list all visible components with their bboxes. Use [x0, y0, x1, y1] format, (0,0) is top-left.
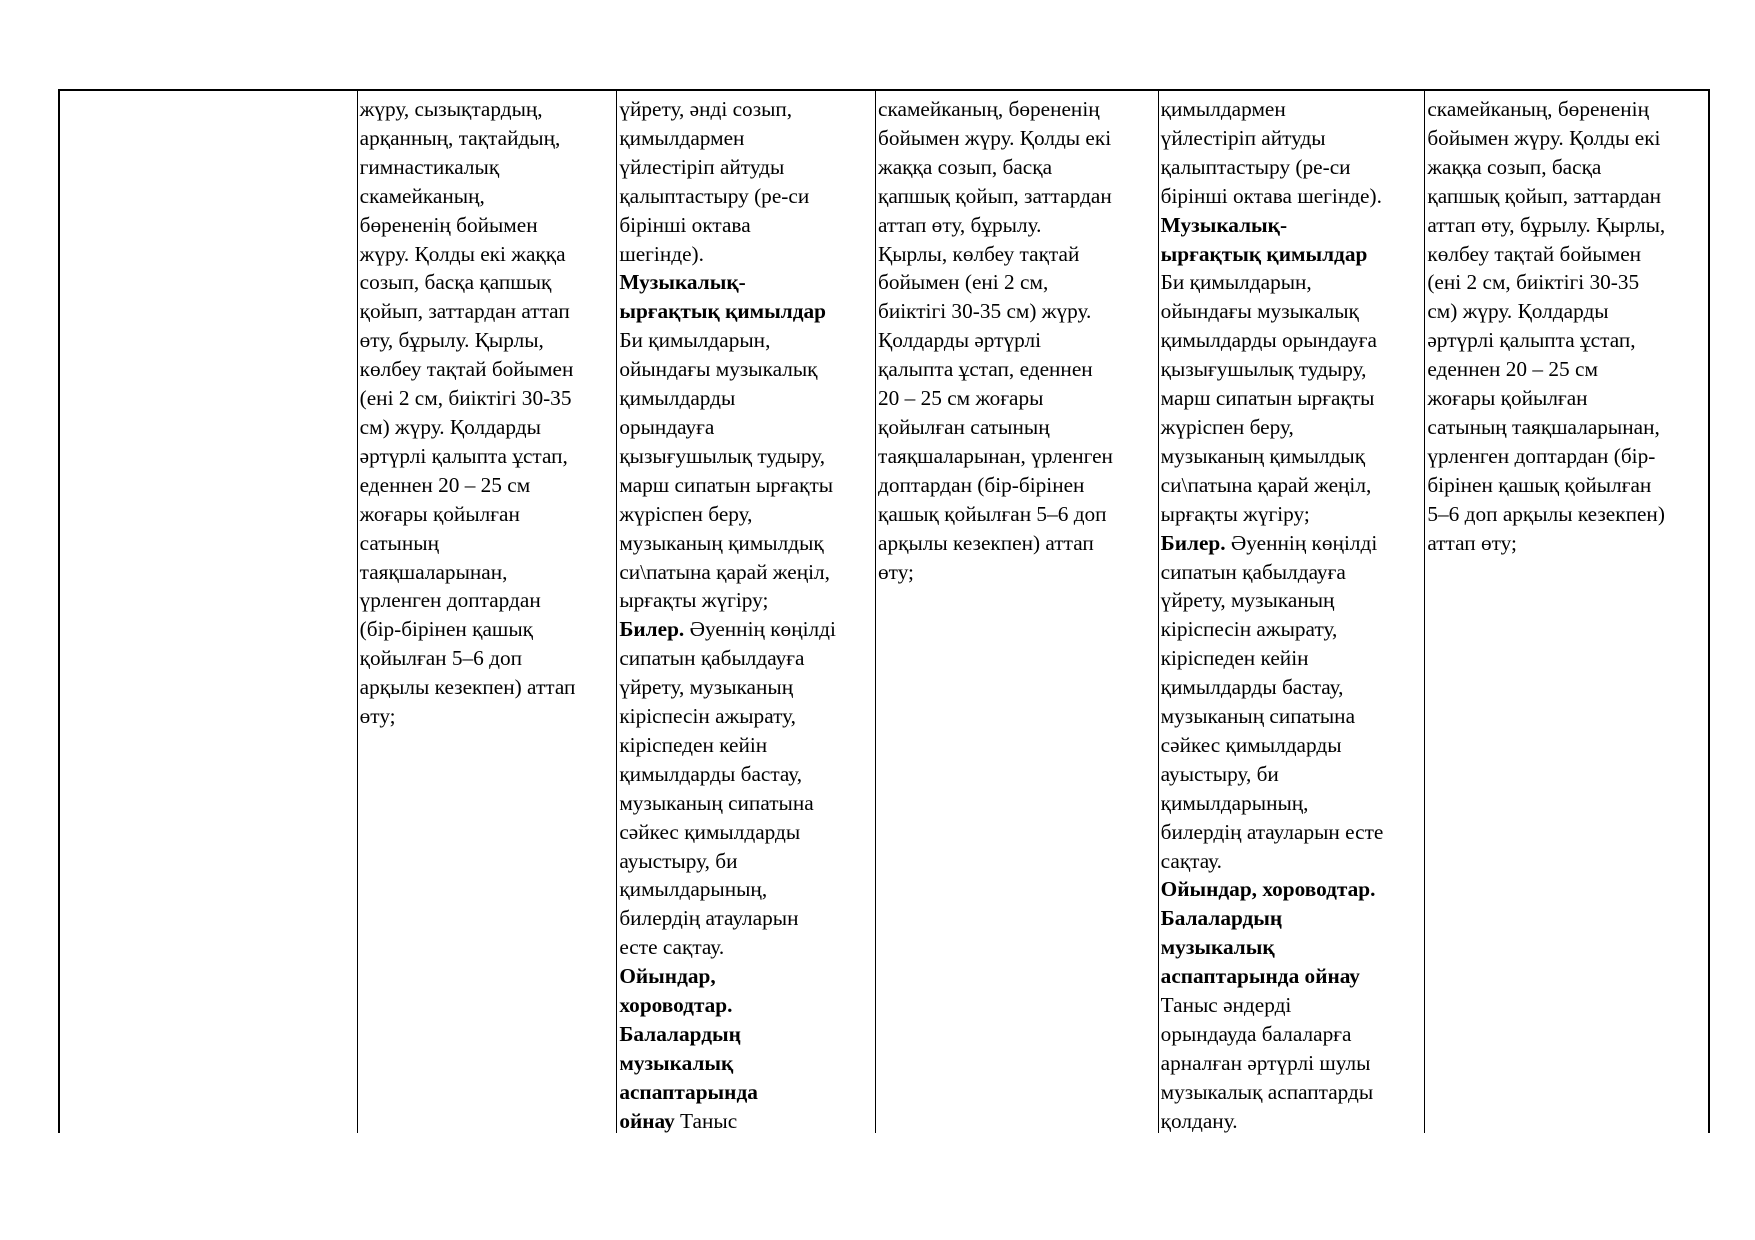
- text-segment: қимылдармен: [619, 125, 745, 150]
- text-line: [1161, 586, 1425, 615]
- text-segment: Таныс: [674, 1108, 738, 1133]
- text-segment: музыкалық аспаптарды: [1160, 1079, 1374, 1104]
- text-line: [878, 153, 1158, 182]
- text-line: [1161, 124, 1425, 153]
- text-segment: биіктігі 30-35 см) жүру.: [878, 299, 1092, 324]
- text-segment: жаққа созып, басқа: [878, 154, 1053, 179]
- text-line: [1161, 644, 1425, 673]
- text-segment: билердің атауларын: [619, 906, 799, 931]
- text-line: [1427, 182, 1708, 211]
- text-line: [878, 471, 1158, 500]
- text-segment: қимылдарды бастау,: [619, 761, 803, 786]
- text-line: [619, 702, 875, 731]
- text-segment: таяқшаларынан,: [359, 559, 508, 584]
- bold-text-segment: хороводтар.: [619, 993, 733, 1018]
- text-segment: бірінші октава: [619, 212, 751, 237]
- text-line: [619, 615, 875, 644]
- text-line: [1161, 1049, 1425, 1078]
- text-line: [1427, 124, 1708, 153]
- text-line: [619, 240, 875, 269]
- text-segment: бөрененің бойымен: [359, 212, 538, 237]
- text-segment: жүріспен беру,: [1160, 414, 1294, 439]
- text-segment: бойымен жүру. Қолды екі: [1427, 125, 1661, 150]
- text-segment: бірінші октава шегінде).: [1160, 183, 1382, 208]
- text-line: [878, 384, 1158, 413]
- text-segment: әртүрлі қалыпта ұстап,: [1427, 328, 1636, 353]
- text-segment: марш сипатын ырғақты: [1160, 386, 1375, 411]
- text-line: [360, 326, 617, 355]
- text-segment: қимылдармен: [1160, 97, 1286, 121]
- table-cell-column-1: [60, 91, 358, 1133]
- text-line: [619, 818, 875, 847]
- text-line: [1161, 413, 1425, 442]
- text-segment: ойындағы музыкалық: [619, 357, 818, 382]
- text-line: [1427, 268, 1708, 297]
- text-segment: арналған әртүрлі шулы: [1160, 1050, 1371, 1075]
- text-line: [1161, 384, 1425, 413]
- table-cell-column-5: [1159, 91, 1426, 1133]
- text-segment: Әуеннің көңілді: [1225, 530, 1378, 555]
- text-segment: см) жүру. Қолдарды: [1427, 299, 1609, 324]
- text-line: [1427, 500, 1708, 529]
- text-line: [619, 991, 875, 1020]
- text-segment: музыканың қимылдық: [1160, 443, 1366, 468]
- text-segment: қимылдарды орындауға: [1160, 328, 1377, 353]
- text-line: [619, 268, 875, 297]
- bold-text-segment: ырғақтық қимылдар: [619, 299, 826, 324]
- text-segment: қапшық қойып, заттардан: [878, 183, 1112, 208]
- text-segment: өту;: [878, 559, 914, 584]
- text-segment: см) жүру. Қолдарды: [359, 414, 541, 439]
- text-line: [619, 789, 875, 818]
- text-segment: қалыптастыру (ре-си: [619, 183, 810, 208]
- text-line: [1427, 326, 1708, 355]
- text-line: [878, 95, 1158, 124]
- text-line: [619, 558, 875, 587]
- text-segment: қызығушылық тудыру,: [619, 443, 826, 468]
- text-line: [619, 1107, 875, 1133]
- text-line: [1427, 95, 1708, 124]
- text-segment: Қырлы, көлбеу тақтай: [878, 241, 1080, 266]
- text-segment: си\патына қарай жеңіл,: [1160, 472, 1372, 497]
- text-line: [1427, 384, 1708, 413]
- text-line: [619, 500, 875, 529]
- text-segment: Би қимылдарын,: [1160, 270, 1312, 295]
- text-line: [619, 211, 875, 240]
- text-line: [619, 1078, 875, 1107]
- text-line: [360, 702, 617, 731]
- text-segment: (ені 2 см, биіктігі 30-35: [359, 386, 572, 411]
- text-line: [1427, 153, 1708, 182]
- text-line: [360, 211, 617, 240]
- text-segment: аттап өту;: [1427, 530, 1517, 555]
- text-line: [1161, 962, 1425, 991]
- text-segment: сатының таяқшаларынан,: [1427, 414, 1660, 439]
- document-table: [58, 89, 1710, 1133]
- text-line: [360, 384, 617, 413]
- text-line: [360, 124, 617, 153]
- text-segment: сәйкес қимылдарды: [619, 819, 801, 844]
- text-line: [1161, 529, 1425, 558]
- bold-text-segment: Билер.: [1160, 530, 1226, 555]
- text-line: [1161, 240, 1425, 269]
- text-segment: қалыпта ұстап, еденнен: [878, 357, 1093, 382]
- text-segment: көлбеу тақтай бойымен: [359, 357, 574, 382]
- text-line: [619, 355, 875, 384]
- text-line: [1427, 355, 1708, 384]
- text-line: [1161, 355, 1425, 384]
- text-line: [1161, 153, 1425, 182]
- text-line: [360, 442, 617, 471]
- text-line: [619, 297, 875, 326]
- text-segment: ауыстыру, би: [619, 848, 738, 873]
- text-line: [1427, 413, 1708, 442]
- text-line: [1427, 211, 1708, 240]
- text-line: [1427, 529, 1708, 558]
- bold-text-segment: ойнау: [619, 1108, 675, 1133]
- text-segment: 20 – 25 см жоғары: [878, 386, 1044, 411]
- text-segment: жоғары қойылған: [359, 501, 520, 526]
- text-line: [619, 153, 875, 182]
- text-line: [1161, 182, 1425, 211]
- text-line: [619, 1049, 875, 1078]
- text-line: [360, 153, 617, 182]
- text-segment: музыканың сипатына: [1160, 704, 1356, 729]
- text-line: [360, 529, 617, 558]
- text-segment: орындауға: [619, 414, 715, 439]
- text-segment: ырғақты жүгіру;: [1160, 501, 1310, 526]
- text-line: [878, 355, 1158, 384]
- text-line: [878, 182, 1158, 211]
- text-line: [619, 904, 875, 933]
- text-line: [878, 297, 1158, 326]
- text-segment: ойындағы музыкалық: [1160, 299, 1359, 324]
- text-line: [1161, 760, 1425, 789]
- text-segment: билердің атауларын есте: [1160, 819, 1384, 844]
- text-line: [619, 384, 875, 413]
- text-line: [1161, 1078, 1425, 1107]
- text-line: [1161, 731, 1425, 760]
- text-line: [1161, 1020, 1425, 1049]
- text-segment: үрленген доптардан: [359, 588, 541, 613]
- bold-text-segment: аспаптарында ойнау: [1160, 964, 1360, 989]
- text-segment: жүріспен беру,: [619, 501, 753, 526]
- text-segment: си\патына қарай жеңіл,: [619, 559, 830, 584]
- text-line: [1161, 847, 1425, 876]
- text-segment: ырғақты жүгіру;: [619, 588, 769, 613]
- bold-text-segment: музыкалық: [1160, 935, 1275, 960]
- text-line: [619, 124, 875, 153]
- text-segment: үйлестіріп айтуды: [619, 154, 785, 179]
- text-line: [1161, 297, 1425, 326]
- text-line: [619, 471, 875, 500]
- text-segment: еденнен 20 – 25 см: [1427, 357, 1598, 382]
- bold-text-segment: Балалардың: [619, 1022, 741, 1046]
- bold-text-segment: Ойындар,: [619, 964, 716, 989]
- bold-text-segment: музыкалық: [619, 1050, 734, 1075]
- text-segment: қашық қойылған 5–6 доп: [878, 501, 1107, 526]
- text-segment: көлбеу тақтай бойымен: [1427, 241, 1642, 266]
- bold-text-segment: Балалардың: [1160, 906, 1283, 931]
- text-segment: жүру. Қолды екі жаққа: [359, 241, 566, 266]
- bold-text-segment: Ойындар, хороводтар.: [1160, 877, 1376, 902]
- text-line: [878, 529, 1158, 558]
- text-segment: арқылы кезекпен) аттап: [359, 675, 576, 700]
- text-line: [878, 240, 1158, 269]
- text-segment: (ені 2 см, биіктігі 30-35: [1427, 270, 1640, 295]
- text-line: [878, 558, 1158, 587]
- text-line: [360, 355, 617, 384]
- text-segment: қойылған 5–6 доп: [359, 646, 523, 671]
- text-line: [878, 211, 1158, 240]
- text-segment: (бір-бірінен қашық: [359, 617, 533, 642]
- text-line: [360, 240, 617, 269]
- text-line: [360, 95, 617, 124]
- text-segment: арқылы кезекпен) аттап: [878, 530, 1094, 555]
- text-line: [619, 760, 875, 789]
- text-line: [619, 644, 875, 673]
- text-segment: сипатын қабылдауға: [619, 646, 805, 671]
- text-segment: Әуеннің көңілді: [684, 617, 836, 642]
- text-segment: үйрету, музыканың: [1160, 588, 1335, 613]
- text-line: [360, 558, 617, 587]
- text-line: [878, 442, 1158, 471]
- text-segment: қимылдарының,: [619, 877, 768, 902]
- text-segment: марш сипатын ырғақты: [619, 472, 834, 497]
- text-line: [1427, 471, 1708, 500]
- text-line: [1161, 95, 1425, 124]
- text-line: [878, 326, 1158, 355]
- bold-text-segment: Билер.: [619, 617, 685, 642]
- text-segment: қимылдарының,: [1160, 790, 1309, 815]
- text-segment: қимылдарды бастау,: [1160, 675, 1344, 700]
- text-line: [619, 962, 875, 991]
- text-segment: доптардан (бір-бірінен: [878, 472, 1085, 497]
- text-line: [1161, 818, 1425, 847]
- bold-text-segment: Музыкалық-: [1160, 212, 1288, 237]
- text-line: [1161, 789, 1425, 818]
- text-line: [1161, 933, 1425, 962]
- text-segment: бойымен (ені 2 см,: [878, 270, 1049, 295]
- text-line: [1161, 211, 1425, 240]
- text-segment: сәйкес қимылдарды: [1160, 732, 1342, 757]
- text-segment: сақтау.: [1160, 848, 1222, 873]
- text-line: [360, 615, 617, 644]
- text-line: [878, 268, 1158, 297]
- text-line: [1161, 471, 1425, 500]
- text-line: [619, 95, 875, 124]
- text-line: [619, 413, 875, 442]
- text-segment: кіріспеден кейін: [619, 732, 768, 757]
- text-segment: арқанның, тақтайдың,: [359, 125, 561, 150]
- text-segment: үрленген доптардан (бір-: [1427, 443, 1656, 468]
- text-line: [878, 500, 1158, 529]
- text-line: [1427, 442, 1708, 471]
- text-line: [619, 442, 875, 471]
- text-line: [1161, 442, 1425, 471]
- text-segment: бойымен жүру. Қолды екі: [878, 125, 1112, 150]
- table-cell-column-2: [358, 91, 618, 1133]
- text-segment: өту, бұрылу. Қырлы,: [359, 328, 544, 353]
- table-cell-column-6: [1425, 91, 1708, 1133]
- text-segment: таяқшаларынан, үрленген: [878, 443, 1113, 468]
- text-segment: үйрету, әнді созып,: [619, 97, 793, 121]
- text-segment: шегінде).: [619, 241, 704, 266]
- text-line: [619, 1020, 875, 1049]
- text-line: [360, 471, 617, 500]
- text-line: [1161, 500, 1425, 529]
- text-line: [619, 731, 875, 760]
- text-line: [878, 124, 1158, 153]
- text-line: [1161, 702, 1425, 731]
- text-segment: ауыстыру, би: [1160, 761, 1279, 786]
- text-line: [360, 297, 617, 326]
- text-segment: музыканың қимылдық: [619, 530, 824, 555]
- text-line: [360, 268, 617, 297]
- text-line: [1427, 297, 1708, 326]
- bold-text-segment: ырғақтық қимылдар: [1160, 241, 1368, 266]
- text-line: [1161, 875, 1425, 904]
- text-segment: қызығушылық тудыру,: [1160, 357, 1367, 382]
- bold-text-segment: аспаптарында: [619, 1079, 758, 1104]
- bold-text-segment: Музыкалық-: [619, 270, 746, 295]
- text-segment: Қолдарды әртүрлі: [878, 328, 1042, 353]
- text-segment: есте сақтау.: [619, 935, 725, 960]
- text-segment: үйрету, музыканың: [619, 675, 794, 700]
- text-segment: скамейканың, бөрененің: [1427, 97, 1649, 121]
- text-segment: кіріспесін ажырату,: [1160, 617, 1338, 642]
- text-segment: Би қимылдарын,: [619, 328, 771, 353]
- text-line: [1161, 615, 1425, 644]
- text-segment: кіріспеден кейін: [1160, 646, 1309, 671]
- text-segment: қалыптастыру (ре-си: [1160, 154, 1351, 179]
- text-line: [619, 933, 875, 962]
- text-line: [360, 586, 617, 615]
- text-line: [619, 326, 875, 355]
- text-line: [878, 413, 1158, 442]
- text-line: [1161, 558, 1425, 587]
- text-segment: жүру, сызықтардың,: [359, 97, 543, 121]
- text-line: [1161, 326, 1425, 355]
- text-line: [1161, 1107, 1425, 1133]
- text-segment: бірінен қашық қойылған: [1427, 472, 1652, 497]
- text-line: [1161, 673, 1425, 702]
- text-segment: әртүрлі қалыпта ұстап,: [359, 443, 568, 468]
- text-segment: кіріспесін ажырату,: [619, 704, 796, 729]
- text-line: [619, 847, 875, 876]
- text-line: [619, 673, 875, 702]
- text-segment: сипатын қабылдауға: [1160, 559, 1346, 584]
- text-line: [1161, 268, 1425, 297]
- text-segment: гимнастикалық: [359, 154, 500, 179]
- text-segment: музыканың сипатына: [619, 790, 814, 815]
- text-segment: 5–6 доп арқылы кезекпен): [1427, 501, 1665, 526]
- text-line: [619, 875, 875, 904]
- text-segment: аттап өту, бұрылу.: [878, 212, 1042, 237]
- text-segment: қолдану.: [1160, 1108, 1238, 1133]
- text-segment: аттап өту, бұрылу. Қырлы,: [1427, 212, 1666, 237]
- text-line: [360, 673, 617, 702]
- table-cell-column-3: [617, 91, 876, 1133]
- text-segment: еденнен 20 – 25 см: [359, 472, 531, 497]
- text-segment: қойып, заттардан аттап: [359, 299, 570, 324]
- text-line: [360, 413, 617, 442]
- text-segment: өту;: [359, 704, 396, 729]
- text-line: [360, 644, 617, 673]
- text-line: [360, 500, 617, 529]
- text-segment: орындауда балаларға: [1160, 1022, 1352, 1046]
- text-segment: скамейканың,: [359, 183, 485, 208]
- text-segment: жаққа созып, басқа: [1427, 154, 1602, 179]
- text-line: [619, 586, 875, 615]
- text-line: [1161, 991, 1425, 1020]
- text-segment: сатының: [359, 530, 439, 555]
- text-line: [619, 182, 875, 211]
- text-segment: скамейканың, бөрененің: [878, 97, 1100, 121]
- text-line: [360, 182, 617, 211]
- text-segment: қапшық қойып, заттардан: [1427, 183, 1662, 208]
- text-segment: үйлестіріп айтуды: [1160, 125, 1326, 150]
- text-line: [619, 529, 875, 558]
- text-segment: қимылдарды: [619, 386, 736, 411]
- text-line: [1161, 904, 1425, 933]
- text-segment: қойылған сатының: [878, 414, 1050, 439]
- text-segment: Таныс әндерді: [1160, 993, 1292, 1018]
- text-line: [1427, 240, 1708, 269]
- text-segment: жоғары қойылған: [1427, 386, 1588, 411]
- table-cell-column-4: [876, 91, 1159, 1133]
- text-segment: созып, басқа қапшық: [359, 270, 552, 295]
